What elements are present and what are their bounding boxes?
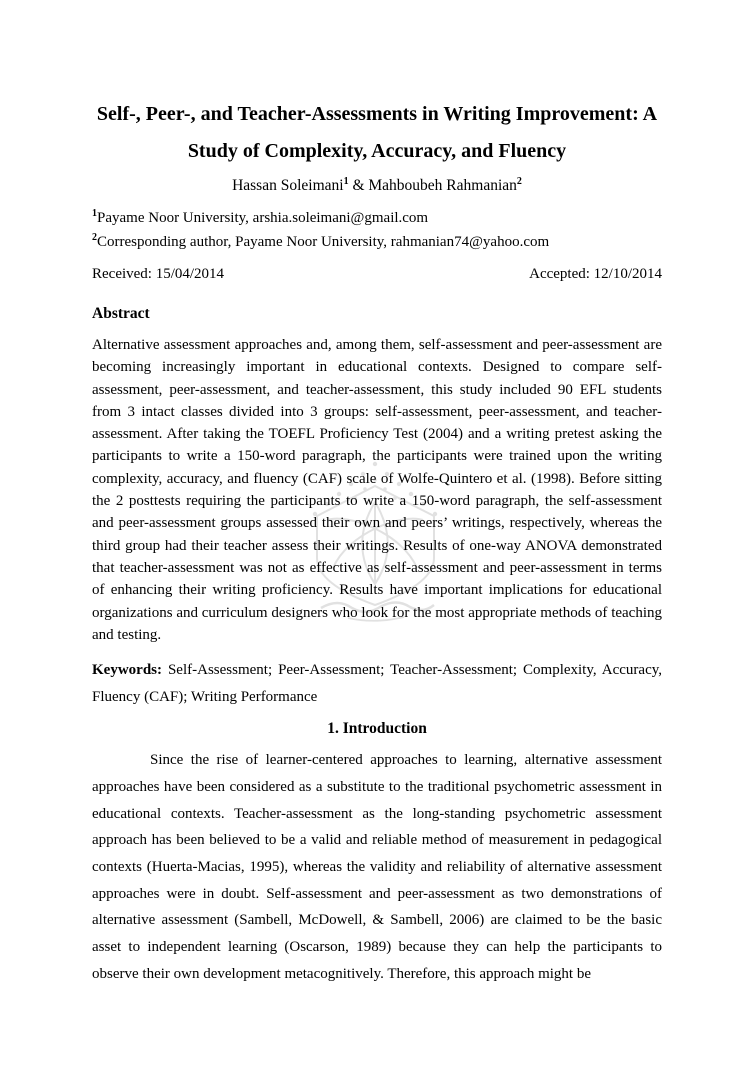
author-2-name: Mahboubeh Rahmanian	[368, 177, 517, 194]
affiliation-1-mark: 1	[92, 208, 97, 219]
author-line	[92, 175, 662, 197]
keywords-paragraph	[92, 657, 662, 711]
affiliation-1-text: Payame Noor University, arshia.soleimani@gmail.com	[97, 210, 429, 226]
author-1-name: Hassan Soleimani	[232, 177, 344, 194]
received-date: Received: 15/04/2014	[92, 266, 225, 282]
paper-title: Self-, Peer-, and Teacher-Assessments in Writing Improvement: A Study of Complexity, Accuracy, and Fluency	[96, 103, 658, 162]
author-2-affiliation-mark: 2	[516, 175, 522, 187]
accepted-date: Accepted: 12/10/2014	[529, 266, 662, 282]
affiliations-block	[92, 206, 662, 254]
affiliation-line-2	[92, 230, 662, 254]
keywords-label: Keywords:	[92, 662, 162, 679]
dates-row	[92, 263, 662, 285]
keywords-text: Self-Assessment; Peer-Assessment; Teacher-Assessment; Complexity, Accuracy, Fluency (CAF); Writing Performance	[92, 662, 662, 706]
section-1-heading: 1. Introduction	[327, 720, 427, 738]
affiliation-2-text: Corresponding author, Payame Noor University, rahmanian74@yahoo.com	[97, 234, 550, 250]
introduction-paragraph: Since the rise of learner-centered approaches to learning, alternative assessment approaches have been considered as a substitute to the traditional psychometric assessment in educational contexts. Teacher-assessment as the long-standing psychometric assessment approach has been believed to be a valid and reliable method of measurement in pedagogical contexts (Huerta-Macias, 1995), whereas the validity and reliability of alternative assessment approaches were in doubt. Self-assessment and peer-assessment as two demonstrations of alternative assessment (Sambell, McDowell, & Sambell, 2006) are claimed to be the basic asset to independent learning (Oscarson, 1989) because they can help the participants to observe their own development metacognitively. Therefore, this approach might be	[92, 752, 662, 982]
abstract-paragraph: Alternative assessment approaches and, among them, self-assessment and peer-assessment are becoming increasingly important in educational contexts. Designed to compare self-assessment, peer-assessment, and teacher-assessment, this study included 90 EFL students from 3 intact classes divided into 3 groups: self-assessment, peer-assessment, and teacher-assessment. After taking the TOEFL Proficiency Test (2004) and a writing pretest asking the participants to write a 150-word paragraph, the participants were trained upon the writing complexity, accuracy, and fluency (CAF) scale of Wolfe-Quintero et al. (1998). Before sitting the 2 posttests requiring the participants to write a 150-word paragraph, the self-assessment and peer-assessment groups assessed their own and peers’ writings, respectively, whereas the third group had their teacher assess their writings. Results of one-way ANOVA demonstrated that teacher-assessment was not as effective as self-assessment and peer-assessment in terms of enhancing their writing proficiency. Results have important implications for educational organizations and curriculum designers who look for the most appropriate methods of teaching and testing.	[92, 337, 662, 643]
author-separator: &	[348, 177, 369, 194]
author-1-affiliation-mark: 1	[343, 175, 349, 187]
affiliation-2-mark: 2	[92, 232, 97, 243]
abstract-heading: Abstract	[92, 305, 150, 322]
affiliation-line-1	[92, 206, 662, 230]
